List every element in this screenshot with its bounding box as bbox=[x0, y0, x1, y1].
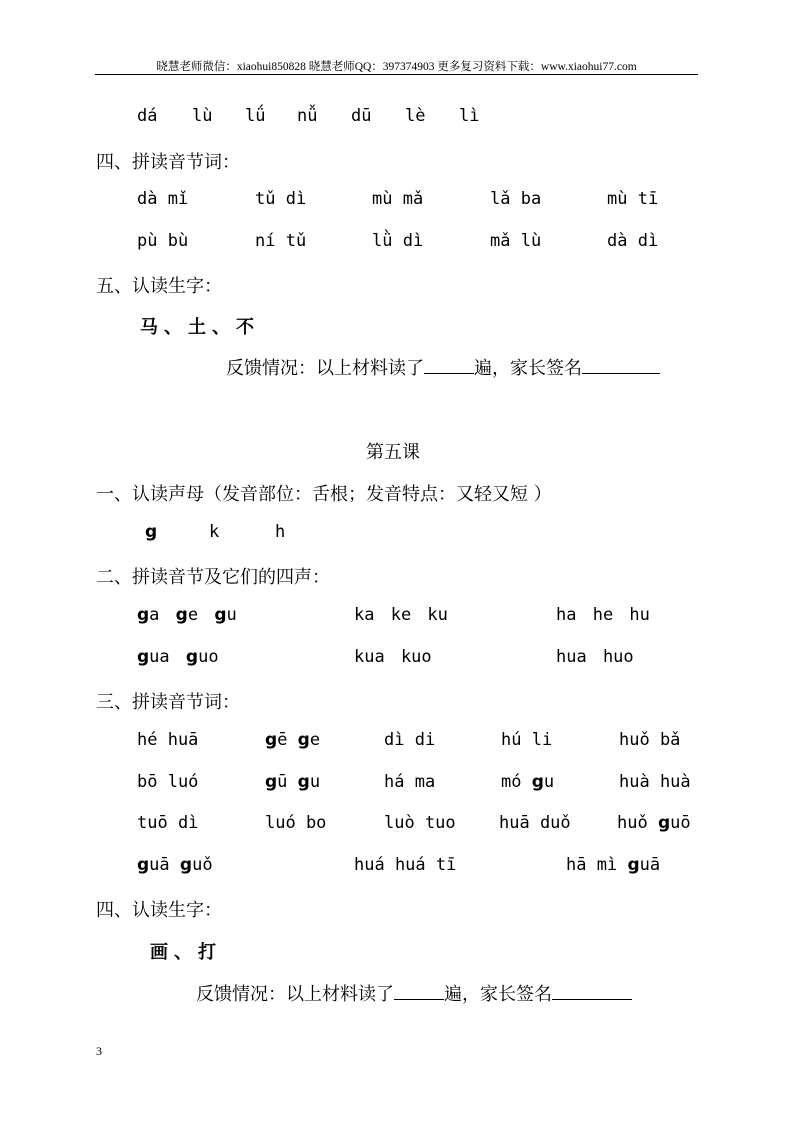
word: huā duǒ bbox=[499, 813, 571, 833]
section-heading: 五、认读生字： bbox=[96, 276, 222, 297]
section-heading: 二、拼读音节及它们的四声： bbox=[96, 567, 330, 588]
word: tǔ dì bbox=[255, 189, 307, 209]
syllable: lì bbox=[459, 106, 480, 126]
syllable-group: ga ge gu bbox=[137, 605, 237, 625]
syllable: dū bbox=[351, 106, 372, 126]
feedback-signature-label: 遍，家长签名 bbox=[444, 984, 552, 1005]
word: lǜ dì bbox=[372, 231, 424, 251]
word: huǒ bǎ bbox=[619, 730, 681, 750]
syllable-group: gua guo bbox=[137, 647, 219, 667]
word: ní tǔ bbox=[255, 231, 307, 251]
word: luò tuo bbox=[384, 813, 456, 833]
section-heading: 一、认读声母（发音部位：舌根；发音特点：又轻又短 ） bbox=[96, 484, 552, 505]
syllable: nǚ bbox=[297, 106, 318, 126]
page-header-text: 晓慧老师微信：xiaohui850828 晓慧老师QQ：397374903 更多复习资料下载：www.xiaohui77.com bbox=[156, 61, 637, 73]
word: mǎ lù bbox=[490, 231, 542, 251]
word: hā mì guā bbox=[566, 855, 661, 875]
word: huà huà bbox=[619, 772, 691, 792]
syllable: lù bbox=[192, 106, 213, 126]
word: gū gu bbox=[265, 772, 321, 792]
feedback-line bbox=[226, 354, 660, 380]
feedback-label: 反馈情况：以上材料读了 bbox=[226, 358, 424, 379]
word: mù tī bbox=[607, 189, 659, 209]
word: huá huá tī bbox=[354, 855, 457, 875]
new-characters: 马、土、不 bbox=[140, 317, 260, 338]
section-heading: 四、认读生字： bbox=[96, 900, 222, 921]
word: gē ge bbox=[265, 730, 321, 750]
syllable: lǘ bbox=[245, 106, 266, 126]
word: tuō dì bbox=[137, 813, 199, 833]
word: mù mǎ bbox=[372, 189, 424, 209]
word: há ma bbox=[384, 772, 436, 792]
header-rule bbox=[95, 74, 698, 75]
read-count-blank bbox=[424, 355, 474, 374]
page-number: 3 bbox=[96, 1044, 102, 1058]
word: dà dì bbox=[607, 231, 659, 251]
word: mó gu bbox=[501, 772, 555, 792]
section-heading: 四、拼读音节词： bbox=[96, 152, 240, 173]
read-count-blank bbox=[394, 981, 444, 1000]
word: luó bo bbox=[265, 813, 327, 833]
feedback-line bbox=[196, 980, 632, 1006]
section-heading: 三、拼读音节词： bbox=[96, 692, 240, 713]
signature-blank bbox=[582, 355, 660, 374]
word: hú li bbox=[501, 730, 553, 750]
word: lǎ ba bbox=[490, 189, 542, 209]
syllable: dá bbox=[137, 106, 158, 126]
syllable-group: ka ke ku bbox=[354, 605, 448, 625]
word: dì di bbox=[384, 730, 436, 750]
initial: h bbox=[275, 522, 286, 542]
syllable-group: hua huo bbox=[556, 647, 634, 667]
initial: k bbox=[209, 522, 220, 542]
signature-blank bbox=[552, 981, 632, 1000]
syllable-group: kua kuo bbox=[354, 647, 432, 667]
word: dà mǐ bbox=[137, 189, 189, 209]
word: pù bù bbox=[137, 231, 189, 251]
word: bō luó bbox=[137, 772, 199, 792]
syllable: lè bbox=[405, 106, 426, 126]
lesson-title: 第五课 bbox=[366, 442, 420, 463]
word: huǒ guō bbox=[617, 813, 691, 833]
initial: g bbox=[145, 522, 158, 542]
word: guā guǒ bbox=[137, 855, 213, 875]
new-characters: 画、打 bbox=[150, 942, 222, 963]
word: hé huā bbox=[137, 730, 199, 750]
syllable-group: ha he hu bbox=[556, 605, 650, 625]
feedback-label: 反馈情况：以上材料读了 bbox=[196, 984, 394, 1005]
feedback-signature-label: 遍，家长签名 bbox=[474, 358, 582, 379]
